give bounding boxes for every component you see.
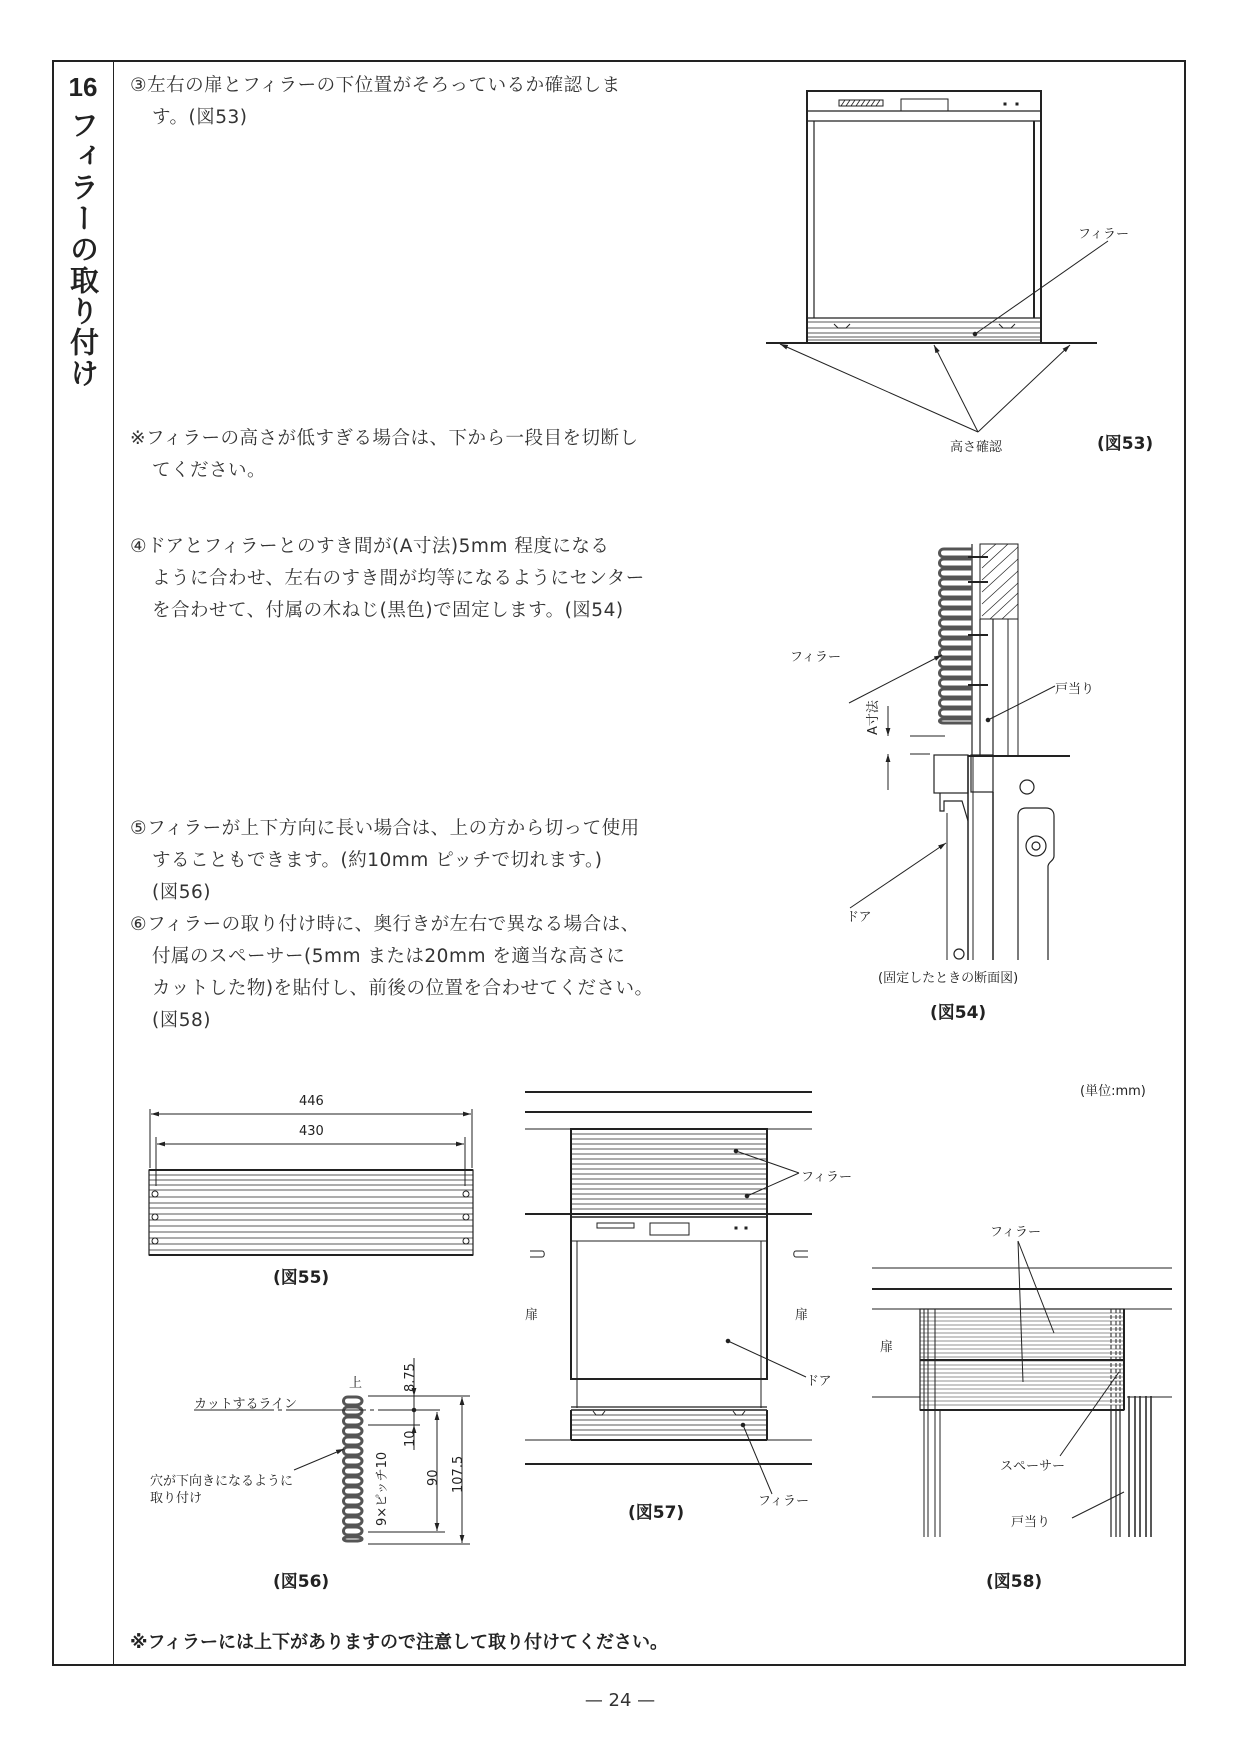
step-3-line-2: す。(図53) — [152, 107, 248, 128]
fig54-label-door-stop: 戸当り — [1055, 682, 1095, 697]
fig58-label-cabinet-door: 扉 — [880, 1340, 894, 1355]
fig57-installed-front — [525, 1092, 812, 1494]
step-6-line-2: 付属のスペーサー(5mm または20mm を適当な高さに — [152, 946, 626, 967]
fig56-caption: (図56) — [273, 1572, 330, 1592]
note-height-line-2: てください。 — [152, 460, 267, 481]
fig58-caption: (図58) — [986, 1572, 1043, 1592]
fig57-label-door-left: 扉 — [525, 1308, 539, 1323]
fig54-caption: (図54) — [930, 1003, 987, 1023]
note-height-line-1: ※フィラーの高さが低すぎる場合は、下から一段目を切断し — [130, 428, 639, 449]
fig54-label-door: ドア — [846, 910, 872, 925]
fig55-dim-inner: 430 — [299, 1124, 324, 1139]
footer-caution-note: ※フィラーには上下がありますので注意して取り付けてください。 — [130, 1632, 669, 1653]
fig54-cross-section — [849, 544, 1070, 960]
fig57-label-door: ドア — [806, 1374, 832, 1389]
step-6-line-3: カットした物)を貼付し、前後の位置を合わせてください。 — [152, 978, 654, 999]
section-number: 16 — [68, 72, 98, 102]
fig56-label-mount-1: 穴が下向きになるように — [150, 1474, 294, 1489]
step-4-line-1: ④ドアとフィラーとのすき間が(A寸法)5mm 程度になる — [130, 536, 610, 557]
fig54-label-a-dim: A寸法 — [866, 700, 881, 735]
fig53-label-filler: フィラー — [1078, 227, 1129, 242]
fig57-label-filler-top: フィラー — [801, 1170, 852, 1185]
fig53-dishwasher-front — [766, 91, 1108, 432]
fig56-label-mount-2: 取り付け — [150, 1491, 203, 1506]
step-6-line-4: (図58) — [152, 1010, 211, 1031]
fig56-dim-90: 90 — [426, 1469, 441, 1486]
fig53-label-height-check: 高さ確認 — [950, 440, 1003, 455]
page-number: — 24 — — [584, 1690, 656, 1711]
fig55-caption: (図55) — [273, 1268, 330, 1288]
fig54-subcaption: (固定したときの断面図) — [878, 971, 1019, 986]
fig57-label-door-right: 扉 — [795, 1308, 809, 1323]
fig56-label-top: 上 — [349, 1376, 363, 1391]
step-3-line-1: ③左右の扉とフィラーの下位置がそろっているか確認しま — [130, 75, 621, 96]
step-4-line-3: を合わせて、付属の木ねじ(黒色)で固定します。(図54) — [152, 600, 624, 621]
fig58-label-door-stop: 戸当り — [1011, 1515, 1051, 1530]
step-4-line-2: ように合わせ、左右のすき間が均等になるようにセンター — [152, 568, 645, 589]
fig58-label-filler: フィラー — [990, 1225, 1041, 1240]
step-5-line-3: (図56) — [152, 882, 211, 903]
unit-note: (単位:mm) — [1080, 1084, 1146, 1099]
fig57-caption: (図57) — [628, 1503, 685, 1523]
fig56-label-cut-line: カットするライン — [194, 1397, 298, 1412]
step-6-line-1: ⑥フィラーの取り付け時に、奥行きが左右で異なる場合は、 — [130, 914, 640, 935]
fig55-dim-outer: 446 — [299, 1094, 324, 1109]
fig56-dim-875: 8.75 — [403, 1363, 418, 1392]
fig56-dim-10: 10 — [403, 1430, 418, 1447]
fig56-dim-pitch: 9×ピッチ10 — [375, 1451, 390, 1526]
fig53-caption: (図53) — [1097, 434, 1154, 454]
fig58-spacer-detail — [872, 1241, 1172, 1537]
fig57-label-filler-bottom: フィラー — [758, 1494, 809, 1509]
section-title: フィラーの取り付け — [66, 110, 100, 389]
fig54-label-filler: フィラー — [790, 650, 841, 665]
step-5-line-1: ⑤フィラーが上下方向に長い場合は、上の方から切って使用 — [130, 818, 640, 839]
fig56-filler-profile — [194, 1358, 470, 1544]
fig56-dim-1075: 107.5 — [451, 1455, 466, 1493]
step-5-line-2: することもできます。(約10mm ピッチで切れます。) — [152, 850, 603, 871]
fig58-label-spacer: スペーサー — [1000, 1459, 1066, 1474]
